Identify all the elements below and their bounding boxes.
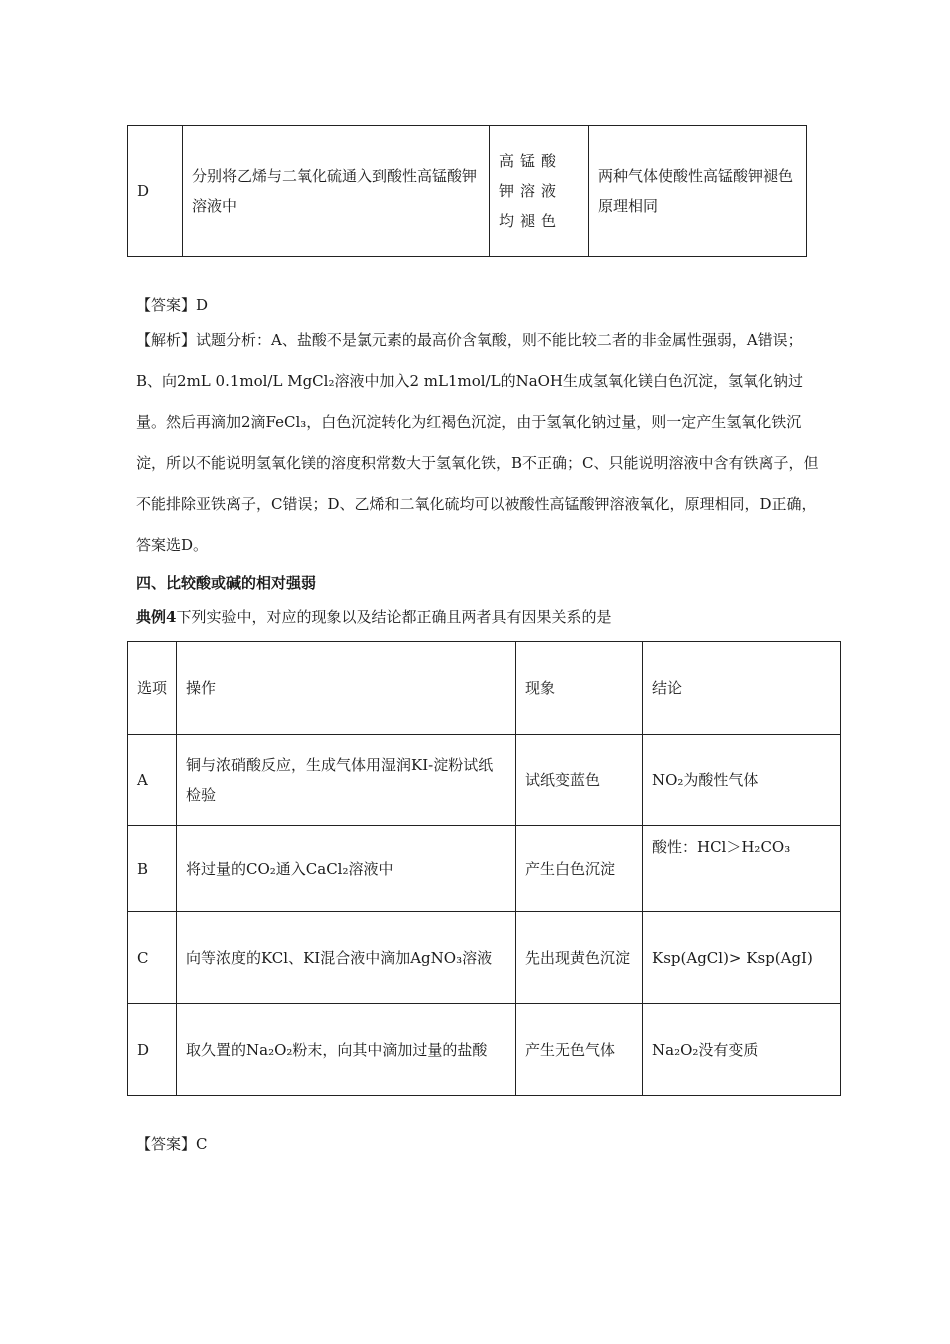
table-row — [128, 126, 807, 257]
table-cell-conclusion: 两种气体使酸性高锰酸钾褪色原理相同 — [589, 126, 807, 257]
example-text: 下列实验中，对应的现象以及结论都正确且两者具有因果关系的是 — [176, 608, 612, 626]
table-cell-option: D — [128, 1004, 177, 1096]
answer-line-1 — [136, 292, 208, 318]
table-cell-phenomenon: 高锰酸钾溶液均褪色 — [490, 126, 589, 257]
answer-label: 【答案】 — [136, 296, 197, 314]
table-cell-conclusion: Na₂O₂没有变质 — [643, 1004, 841, 1096]
answer-line-2 — [136, 1131, 208, 1157]
table-cell-operation: 取久置的Na₂O₂粉末，向其中滴加过量的盐酸 — [177, 1004, 516, 1096]
table-cell-phenomenon: 产生无色气体 — [516, 1004, 643, 1096]
header-operation: 操作 — [177, 642, 516, 735]
experiment-table-1 — [127, 125, 807, 257]
table-row — [128, 826, 841, 912]
table-cell-option: B — [128, 826, 177, 912]
table-cell-conclusion: Ksp(AgCl)> Ksp(AgI) — [643, 912, 841, 1004]
section-heading: 四、比较酸或碱的相对强弱 — [136, 574, 317, 592]
table-cell-operation: 向等浓度的KCl、KI混合液中滴加AgNO₃溶液 — [177, 912, 516, 1004]
header-phenomenon: 现象 — [516, 642, 643, 735]
table-cell-phenomenon: 试纸变蓝色 — [516, 735, 643, 826]
table-header-row — [128, 642, 841, 735]
table-row — [128, 1004, 841, 1096]
table-cell-conclusion: 酸性：HCl＞H₂CO₃ — [643, 826, 841, 912]
answer-value: D — [196, 296, 209, 314]
header-option: 选项 — [128, 642, 177, 735]
table-cell-option: C — [128, 912, 177, 1004]
example-intro — [136, 606, 611, 627]
analysis-label: 【解析】 — [136, 331, 197, 349]
table-cell-phenomenon: 先出现黄色沉淀 — [516, 912, 643, 1004]
table-row — [128, 912, 841, 1004]
table-cell-operation: 将过量的CO₂通入CaCl₂溶液中 — [177, 826, 516, 912]
table-row — [128, 735, 841, 826]
table-cell-phenomenon: 产生白色沉淀 — [516, 826, 643, 912]
table-cell-operation: 铜与浓硝酸反应，生成气体用湿润KI-淀粉试纸检验 — [177, 735, 516, 826]
table-cell-conclusion: NO₂为酸性气体 — [643, 735, 841, 826]
table-cell-option: A — [128, 735, 177, 826]
answer-value: C — [196, 1135, 208, 1153]
experiment-table-2 — [127, 641, 841, 1096]
answer-label: 【答案】 — [136, 1135, 197, 1153]
table-cell-option: D — [128, 126, 183, 257]
example-label: 典例4 — [136, 608, 177, 626]
table-cell-operation: 分别将乙烯与二氧化硫通入到酸性高锰酸钾溶液中 — [183, 126, 490, 257]
analysis-text: 试题分析：A、盐酸不是氯元素的最高价含氧酸，则不能比较二者的非金属性强弱，A错误；B、向2mL 0.1mol/L MgCl₂溶液中加入2 mL1mol/L的NaOH生成氢氧化镁白色沉淀，氢氧化钠过量。然后再滴加2滴FeCl₃，白色沉淀转化为红褐色沉淀，由于氢氧化钠过量，则一定产生氢氧化铁沉淀，所以不能说明氢氧化镁的溶度积常数大于氢氧化铁，B不正确；C、只能说明溶液中含有铁离子，但不能排除亚铁离子，C错误；D、乙烯和二氧化硫均可以被酸性高锰酸钾溶液氧化，原理相同，D正确，答案选D。 — [136, 331, 819, 554]
header-conclusion: 结论 — [643, 642, 841, 735]
analysis-paragraph — [136, 320, 826, 566]
